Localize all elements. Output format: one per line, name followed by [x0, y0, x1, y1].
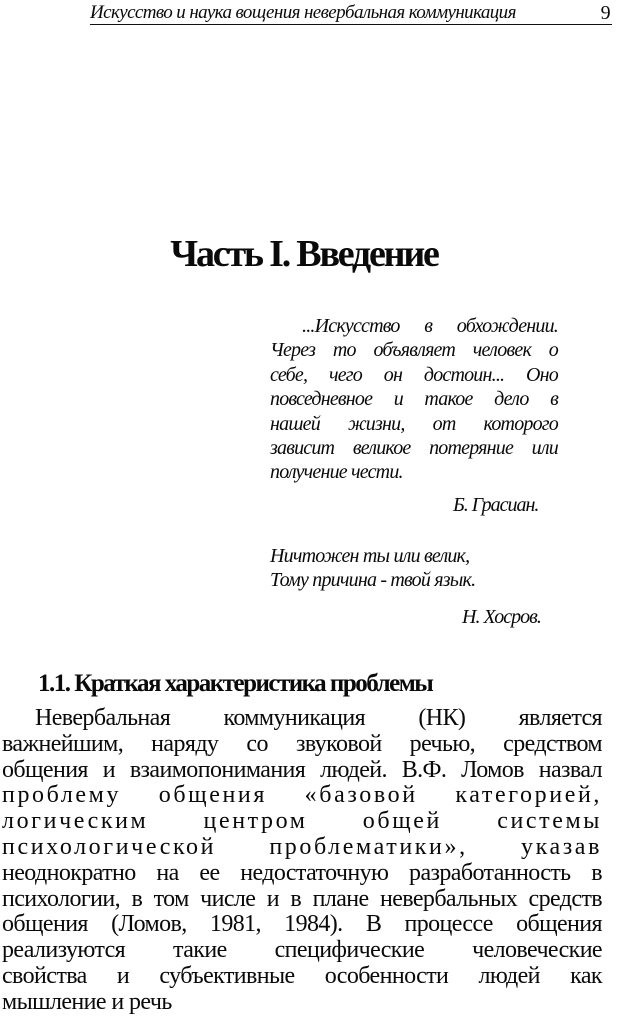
epigraph-line: ...Искусство в обхождении. [302, 315, 558, 337]
part-title: Часть I. Введение [170, 233, 438, 275]
running-header [90, 2, 612, 25]
body-line: общения (Ломов, 1981, 1984). В процессе общения [2, 911, 602, 938]
running-title: Искусство и наука вощения невербальная коммуникация [90, 2, 516, 23]
body-line: неоднократно на ее недостаточную разработанность в [2, 859, 602, 886]
epigraph-author: Н. Хосров. [462, 606, 541, 628]
body-line: проблему общения «базовой категорией, [2, 782, 602, 809]
epigraph-line: себе, чего он достоин... Оно [270, 363, 558, 386]
body-line: логическим центром общей системы [2, 808, 602, 835]
section-title: 1.1. Краткая характеристика проблемы [38, 670, 433, 697]
epigraph-line: повседневное и такое дело в [270, 388, 558, 411]
body-line: Невербальная коммуникация (НК) является [35, 705, 602, 731]
epigraph-khosrov [270, 544, 558, 593]
body-line: мышление и речь [2, 988, 172, 1015]
body-line: психологии, в том числе и в плане невербальных средств [2, 885, 602, 912]
epigraph-gracian [270, 314, 558, 485]
body-line: реализуются такие специфические человеческие [2, 937, 602, 964]
body-line: важнейшим, наряду со звуковой речью, средством [2, 730, 602, 757]
body-line: общения и взаимопонимания людей. В.Ф. Ломов назвал [2, 756, 602, 783]
page-number: 9 [600, 2, 610, 24]
epigraph-line: зависит великое потеряние или [270, 437, 558, 460]
epigraph-line: получение чести. [270, 461, 403, 484]
epigraph-line: Ничтожен ты или велик, [270, 545, 470, 567]
epigraph-author: Б. Грасиан. [453, 494, 539, 516]
body-line: психологической проблематики», указав [2, 833, 602, 860]
epigraph-line: Тому причина - твой язык. [270, 569, 476, 592]
body-line: свойства и субъективные особенности людей как [2, 962, 602, 989]
epigraph-line: Через то объявляет человек о [270, 339, 558, 362]
epigraph-line: нашей жизни, от которого [270, 412, 558, 435]
body-paragraph [2, 706, 602, 1016]
